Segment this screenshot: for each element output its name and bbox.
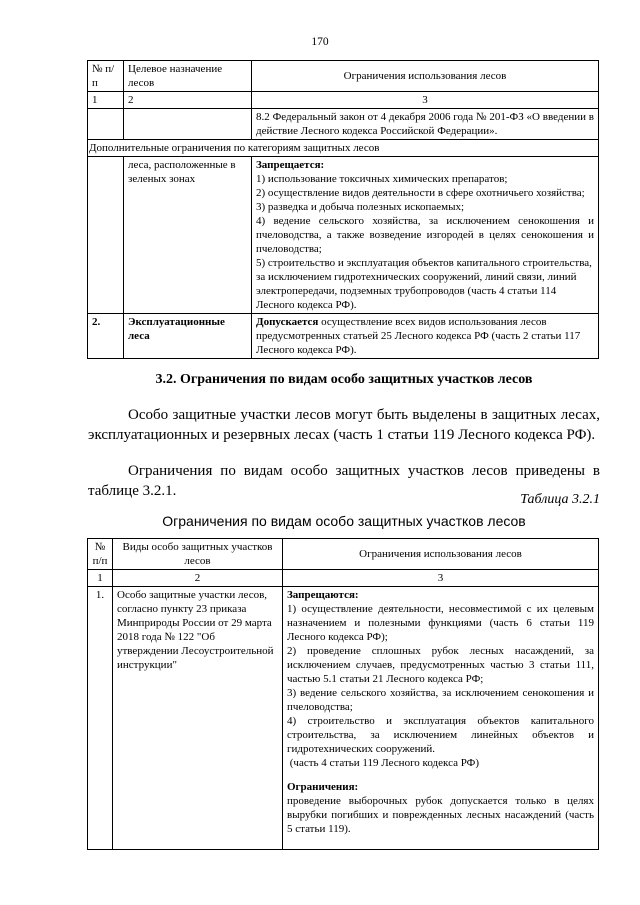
section-heading: 3.2. Ограничения по видам особо защитных участков лесов — [155, 372, 533, 387]
header-area-types: Виды особо защитных участков лесов — [113, 539, 283, 570]
table-row — [88, 157, 599, 314]
limitation-text: проведение выборочных рубок допускается только в целях вырубки погибших и поврежденных лесных насаждений (часть 5 статьи 119). — [287, 795, 594, 835]
restriction-item: 1) использование токсичных химических препаратов; — [256, 173, 508, 185]
restriction-item: 5) строительство и эксплуатация объектов капитального строительства, за исключением гидротехнических сооружений, линий связи, линий электропередачи, подземных трубопроводов (часть 4 статьи 114 Лесного кодекса РФ). — [256, 257, 592, 311]
restriction-item: 3) разведка и добыча полезных ископаемых; — [256, 201, 465, 213]
section-header: Дополнительные ограничения по категориям защитных лесов — [88, 140, 599, 157]
restriction-item: (часть 4 статьи 119 Лесного кодекса РФ) — [287, 757, 480, 769]
table-label: Таблица 3.2.1 — [520, 492, 600, 507]
header-number: № п/п — [88, 61, 124, 92]
protected-areas-table — [87, 538, 599, 850]
table-header-row — [88, 539, 599, 570]
header-purpose: Целевое назначение лесов — [124, 61, 252, 92]
table-caption: Ограничения по видам особо защитных участков лесов — [162, 513, 526, 529]
page-number: 170 — [311, 36, 329, 48]
column-number-row — [88, 570, 599, 587]
restriction-title: Запрещаются: — [287, 589, 359, 601]
restrictions-cell — [252, 314, 599, 359]
column-number-row — [88, 92, 599, 109]
restriction-item: 2) проведение сплошных рубок лесных насаждений, за исключением случаев, предусмотренных частью 3 статьи 111, частью 5.1 статьи 21 Лесного кодекса РФ; — [287, 645, 594, 685]
continued-law-reference: 8.2 Федеральный закон от 4 декабря 2006 года № 201-ФЗ «О введении в действие Лесного кодекса Российской Федерации». — [252, 109, 599, 140]
col-number-3: 3 — [283, 570, 599, 587]
row-number: 1. — [88, 587, 113, 850]
row-number: 2. — [88, 314, 124, 359]
section-header-row — [88, 140, 599, 157]
restriction-item: 2) осуществление видов деятельности в сфере охотничьего хозяйства; — [256, 187, 585, 199]
restriction-title: Запрещается: — [256, 159, 325, 171]
col-number-1: 1 — [88, 570, 113, 587]
restrictions-cell — [283, 587, 599, 850]
col-number-3: 3 — [252, 92, 599, 109]
area-type-cell: Особо защитные участки лесов, согласно пункту 23 приказа Минприроды России от 29 марта 2018 года № 122 "Об утверждении Лесоустроительной инструкции" — [113, 587, 283, 850]
restriction-item: 4) строительство и эксплуатация объектов капитального строительства, за исключением линейных объектов и гидротехнических сооружений. — [287, 715, 594, 755]
allowed-label: Допускается — [256, 316, 319, 328]
paragraph-2: Ограничения по видам особо защитных участков лесов приведены в таблице 3.2.1. — [88, 463, 600, 499]
restriction-item: 3) ведение сельского хозяйства, за исключением сенокошения и пчеловодства; — [287, 687, 594, 713]
header-restrictions: Ограничения использования лесов — [252, 61, 599, 92]
restrictions-cell — [252, 157, 599, 314]
header-number: № п/п — [88, 539, 113, 570]
col-number-2: 2 — [113, 570, 283, 587]
restriction-item: 4) ведение сельского хозяйства, за исключением сенокошения и пчеловодства, а также возведение изгородей в целях сенокошения и пчеловодства; — [256, 215, 594, 255]
purpose-cell: леса, расположенные в зеленых зонах — [124, 157, 252, 314]
col-number-2: 2 — [124, 92, 252, 109]
table-header-row — [88, 61, 599, 92]
table-row — [88, 314, 599, 359]
col-number-1: 1 — [88, 92, 124, 109]
paragraph-1: Особо защитные участки лесов могут быть выделены в защитных лесах, эксплуатационных и резервных лесах (часть 1 статьи 119 Лесного кодекса РФ). — [88, 407, 600, 443]
limitation-title: Ограничения: — [287, 781, 359, 793]
forest-restrictions-table — [87, 60, 599, 359]
allowed-text: осуществление всех видов использования лесов предусмотренных статьей 25 Лесного кодекса РФ (часть 2 статьи 117 Лесного кодекса РФ). — [256, 316, 581, 356]
purpose-cell: Эксплуатационные леса — [124, 314, 252, 359]
header-restrictions: Ограничения использования лесов — [283, 539, 599, 570]
table-row — [88, 587, 599, 850]
restriction-item: 1) осуществление деятельности, несовместимой с их целевым назначением и полезными функциями (часть 6 статьи 119 Лесного кодекса РФ); — [287, 603, 594, 643]
table-row — [88, 109, 599, 140]
